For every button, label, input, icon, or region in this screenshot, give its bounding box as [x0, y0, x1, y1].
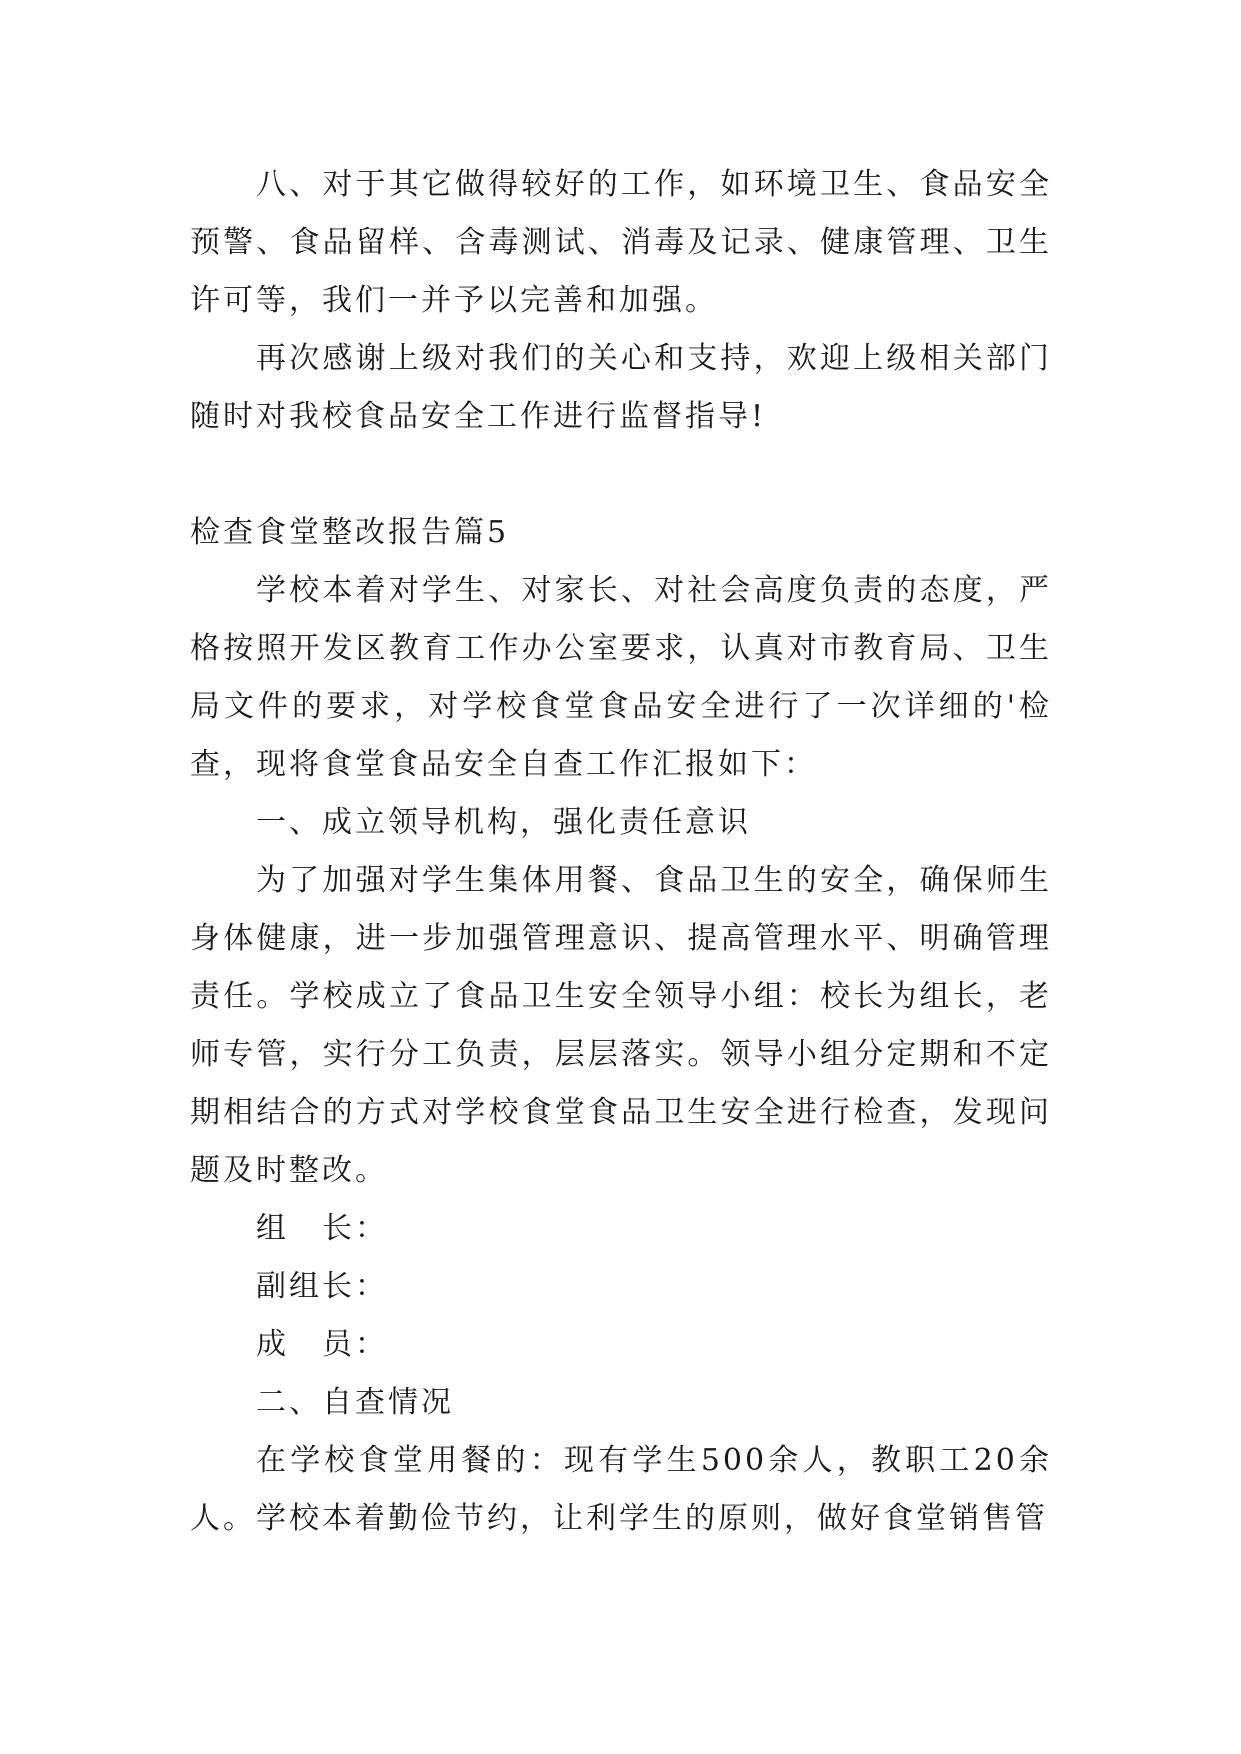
document-page	[190, 156, 1052, 1548]
heading-one: 一、成立领导机构，强化责任意识	[256, 805, 751, 840]
paragraph-item-eight: 八、对于其它做得较好的工作，如环境卫生、食品安全预警、食品留样、含毒测试、消毒及记录、健康管理、卫生许可等，我们一并予以完善和加强。	[190, 167, 1052, 318]
label-deputy-leader: 副组长：	[256, 1269, 388, 1304]
paragraph-intro: 学校本着对学生、对家长、对社会高度负责的态度，严格按照开发区教育工作办公室要求，认真对市教育局、卫生局文件的要求，对学校食堂食品安全进行了一次详细的'检查，现将食堂食品安全自查工作汇报如下：	[190, 573, 1052, 782]
paragraph-self-check: 在学校食堂用餐的：现有学生500余人，教职工20余人。学校本着勤俭节约，让利学生的原则，做好食堂销售管	[190, 1443, 1052, 1536]
label-leader: 组 长：	[256, 1211, 388, 1246]
label-members: 成 员：	[256, 1327, 388, 1362]
heading-two: 二、自查情况	[256, 1385, 454, 1420]
paragraph-leadership: 为了加强对学生集体用餐、食品卫生的安全，确保师生身体健康，进一步加强管理意识、提高管理水平、明确管理责任。学校成立了食品卫生安全领导小组：校长为组长，老师专管，实行分工负责，层层落实。领导小组分定期和不定期相结合的方式对学校食堂食品卫生安全进行检查，发现问题及时整改。	[190, 863, 1052, 1188]
paragraph-thanks: 再次感谢上级对我们的关心和支持，欢迎上级相关部门随时对我校食品安全工作进行监督指导!	[190, 341, 1052, 434]
spacer	[190, 446, 1052, 504]
section-title: 检查食堂整改报告篇5	[190, 515, 510, 550]
